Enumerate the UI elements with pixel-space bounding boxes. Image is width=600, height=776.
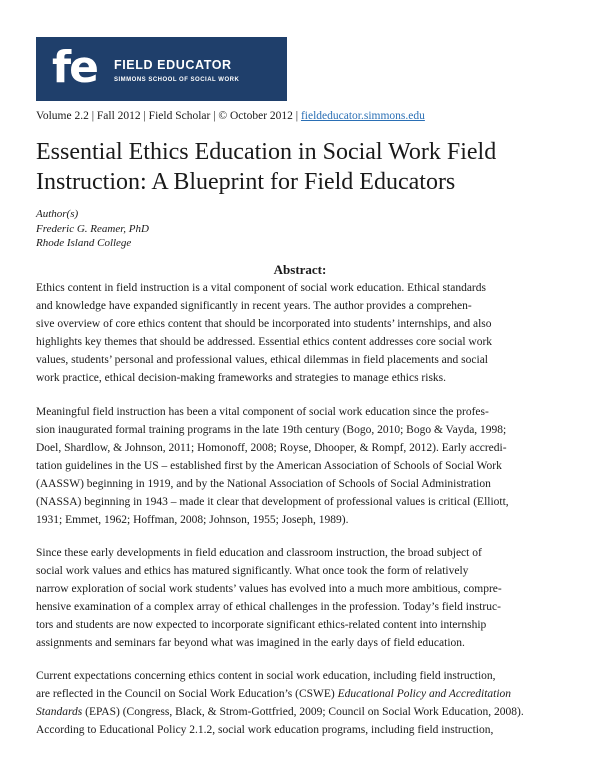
body-paragraph-3 (36, 667, 566, 739)
text-line: sion inaugurated formal training programs in the late 19th century (Bogo, 2010; Bogo & Vayda, 1998; (36, 424, 507, 436)
abstract-heading: Abstract: (273, 262, 327, 277)
text-line: tation guidelines in the US – established first by the American Association of Schools of Social Work (36, 460, 502, 472)
text-line: Since these early developments in field education and classroom instruction, the broad subject of (36, 547, 482, 559)
body-paragraph-1 (36, 403, 566, 529)
abstract-paragraph (36, 279, 566, 387)
text-line: assignments and seminars far beyond what was imagined in the early days of field education. (36, 637, 465, 649)
title-line-1: Essential Ethics Education in Social Work Field (36, 139, 497, 165)
author-affiliation: Rhode Island College (36, 237, 132, 249)
text-line: work practice, ethical decision-making frameworks and strategies to manage ethics risks. (36, 372, 447, 384)
text-line: 1931; Emmet, 1962; Hoffman, 2008; Johnson, 1955; Joseph, 1989). (36, 514, 349, 526)
issue-meta (36, 110, 425, 122)
article-title (36, 137, 576, 197)
text-line: (AASSW) beginning in 1919, and by the National Association of Schools of Social Administration (36, 478, 491, 490)
text-line: sive overview of core ethics content that should be incorporated into students’ internships, and also (36, 318, 492, 330)
title-line-2: Instruction: A Blueprint for Field Educators (36, 169, 456, 195)
text-span: are reflected in the Council on Social Work Education’s (CSWE) (36, 688, 338, 700)
author-name: Frederic G. Reamer, PhD (36, 222, 149, 235)
text-span: (EPAS) (Congress, Black, & Strom-Gottfried, 2009; Council on Social Work Education, 2008). (82, 706, 524, 718)
journal-link[interactable]: fieldeducator.simmons.edu (300, 110, 425, 122)
authors-label: Author(s) (36, 208, 79, 220)
italic-title: Educational Policy and Accreditation (337, 688, 512, 700)
text-line (36, 685, 566, 703)
text-line (36, 703, 566, 721)
text-line: social work values and ethics has matured significantly. What once took the form of relatively (36, 565, 469, 577)
text-line: highlights key themes that should be addressed. Essential ethics content addresses core social work (36, 336, 493, 348)
text-line: values, students’ personal and professional values, ethical dilemmas in field placements and social (36, 354, 488, 366)
text-line: Doel, Shardlow, & Johnson, 2011; Homonoff, 2008; Royse, Dhooper, & Rompf, 2012). Early accredi- (36, 442, 507, 454)
issue-meta-text: Volume 2.2 | Fall 2012 | Field Scholar | © October 2012 | (36, 110, 301, 122)
logo-subtitle: SIMMONS SCHOOL OF SOCIAL WORK (114, 77, 240, 83)
author-block (36, 207, 149, 251)
text-line: narrow exploration of social work students’ values has evolved into a much more ambitious, compre- (36, 583, 502, 595)
text-line: Ethics content in field instruction is a vital component of social work education. Ethical standards (36, 282, 486, 294)
fe-logo-mark: fe (52, 42, 97, 93)
logo-title: FIELD EDUCATOR (114, 58, 232, 72)
text-line: hensive examination of a complex array of ethical challenges in the profession. Today’s field instruc- (36, 601, 501, 613)
body-paragraph-2 (36, 544, 566, 652)
text-line: Meaningful field instruction has been a vital component of social work education since the profes- (36, 406, 489, 418)
text-line: tors and students are now expected to incorporate significant ethics-related content into internship (36, 619, 487, 631)
italic-title: Standards (36, 706, 83, 718)
text-line: Current expectations concerning ethics content in social work education, including field instruction, (36, 670, 496, 682)
text-line: and knowledge have expanded significantly in recent years. The author provides a comprehen- (36, 300, 472, 312)
text-line: (NASSA) beginning in 1943 – made it clear that development of professional values is critical (Elliott, (36, 496, 509, 508)
text-line: According to Educational Policy 2.1.2, social work education programs, including field instruction, (36, 724, 494, 736)
field-educator-logo (36, 37, 287, 101)
